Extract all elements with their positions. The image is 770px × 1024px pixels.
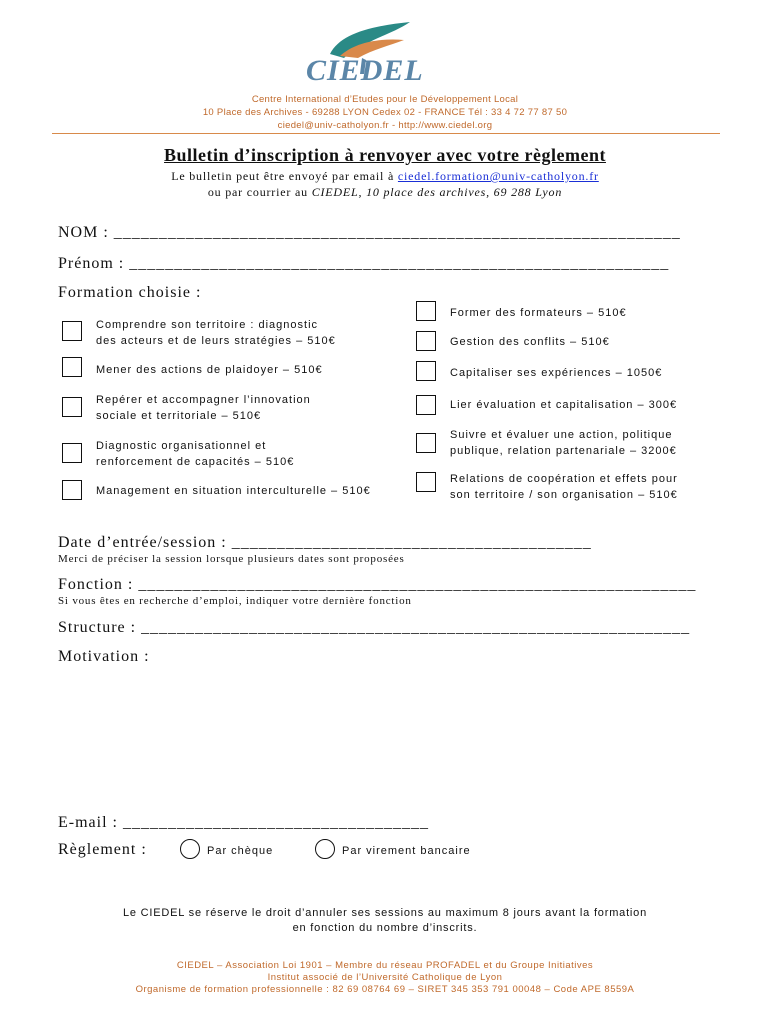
checkbox-diagnostic-organisationnel[interactable] <box>62 443 82 463</box>
option-diagnostic-organisationnel: Diagnostic organisationnel et renforcement de capacités – 510€ <box>96 440 295 468</box>
reglement-label: Règlement : <box>58 841 147 858</box>
org-name: Centre International d’Etudes pour le Développement Local <box>251 94 519 105</box>
option-gestion-conflits: Gestion des conflits – 510€ <box>450 336 610 348</box>
subtitle-line1: Le bulletin peut être envoyé par email à <box>171 169 398 183</box>
option-evaluation-capitalisation: Lier évaluation et capitalisation – 300€ <box>450 399 678 411</box>
cancellation-notice <box>80 906 690 936</box>
fonction-field[interactable]: Fonction : ______________________________________________________________ <box>58 576 697 593</box>
logo-text: CIEDEL <box>306 54 424 87</box>
checkbox-evaluation-capitalisation[interactable] <box>416 395 436 415</box>
fonction-note: Si vous êtes en recherche d’emploi, indiquer votre dernière fonction <box>58 595 412 607</box>
option-comprendre-territoire: Comprendre son territoire : diagnostic des acteurs et de leurs stratégies – 510€ <box>96 319 336 347</box>
header-divider <box>52 133 720 134</box>
radio-par-virement[interactable] <box>315 839 335 859</box>
checkbox-comprendre-territoire[interactable] <box>62 321 82 341</box>
motivation-area[interactable] <box>58 670 708 800</box>
formation-label: Formation choisie : <box>58 284 202 301</box>
checkbox-former-formateurs[interactable] <box>416 301 436 321</box>
option-suivre-evaluer: Suivre et évaluer une action, politique publique, relation partenariale – 3200€ <box>450 429 677 457</box>
structure-field[interactable]: Structure : _____________________________________________________________ <box>58 619 691 636</box>
motivation-label: Motivation : <box>58 648 150 665</box>
option-plaidoyer: Mener des actions de plaidoyer – 510€ <box>96 364 323 376</box>
label-par-cheque: Par chèque <box>207 845 274 857</box>
footer-line2: Institut associé de l’Université Catholique de Lyon <box>267 972 503 983</box>
checkbox-plaidoyer[interactable] <box>62 357 82 377</box>
notice-line2: en fonction du nombre d’inscrits. <box>292 922 478 934</box>
checkbox-innovation[interactable] <box>62 397 82 417</box>
nom-field[interactable]: NOM : _______________________________________________________________ <box>58 224 681 241</box>
radio-par-cheque[interactable] <box>180 839 200 859</box>
checkbox-suivre-evaluer[interactable] <box>416 433 436 453</box>
option-innovation: Repérer et accompagner l’innovation sociale et territoriale – 510€ <box>96 394 311 422</box>
footer-line3: Organisme de formation professionnelle : 82 69 08764 69 – SIRET 345 353 791 00048 – Code APE 8559A <box>135 984 635 995</box>
option-capitaliser: Capitaliser ses expériences – 1050€ <box>450 367 663 379</box>
label-par-virement: Par virement bancaire <box>342 845 471 857</box>
notice-line1: Le CIEDEL se réserve le droit d’annuler ses sessions au maximum 8 jours avant la formation <box>122 907 648 919</box>
email-field[interactable]: E-mail : __________________________________ <box>58 814 429 831</box>
prenom-field[interactable]: Prénom : ____________________________________________________________ <box>58 255 670 272</box>
checkbox-management-interculturel[interactable] <box>62 480 82 500</box>
checkbox-gestion-conflits[interactable] <box>416 331 436 351</box>
checkbox-relations-cooperation[interactable] <box>416 472 436 492</box>
subtitle-address: CIEDEL, 10 place des archives, 69 288 Lyon <box>311 185 563 199</box>
checkbox-capitaliser[interactable] <box>416 361 436 381</box>
email-link[interactable]: ciedel.formation@univ-catholyon.fr <box>397 169 599 183</box>
subtitle-line2: ou par courrier au <box>207 185 312 199</box>
page-title: Bulletin d’inscription à renvoyer avec votre règlement <box>164 145 606 165</box>
option-relations-cooperation: Relations de coopération et effets pour son territoire / son organisation – 510€ <box>450 473 678 501</box>
subtitle <box>60 168 710 200</box>
date-session-field[interactable]: Date d’entrée/session : ________________________________________ <box>58 534 592 551</box>
org-contact: ciedel@univ-catholyon.fr - http://www.ciedel.org <box>277 120 493 131</box>
organization-header <box>100 93 670 132</box>
option-management-interculturel: Management en situation interculturelle – 510€ <box>96 485 371 497</box>
footer-line1: CIEDEL – Association Loi 1901 – Membre du réseau PROFADEL et du Groupe Initiatives <box>176 960 594 971</box>
org-address: 10 Place des Archives - 69288 LYON Cedex 02 - FRANCE Tél : 33 4 72 77 87 50 <box>202 107 568 118</box>
date-session-note: Merci de préciser la session lorsque plusieurs dates sont proposées <box>58 553 405 565</box>
page-footer <box>60 960 710 996</box>
option-former-formateurs: Former des formateurs – 510€ <box>450 307 627 319</box>
